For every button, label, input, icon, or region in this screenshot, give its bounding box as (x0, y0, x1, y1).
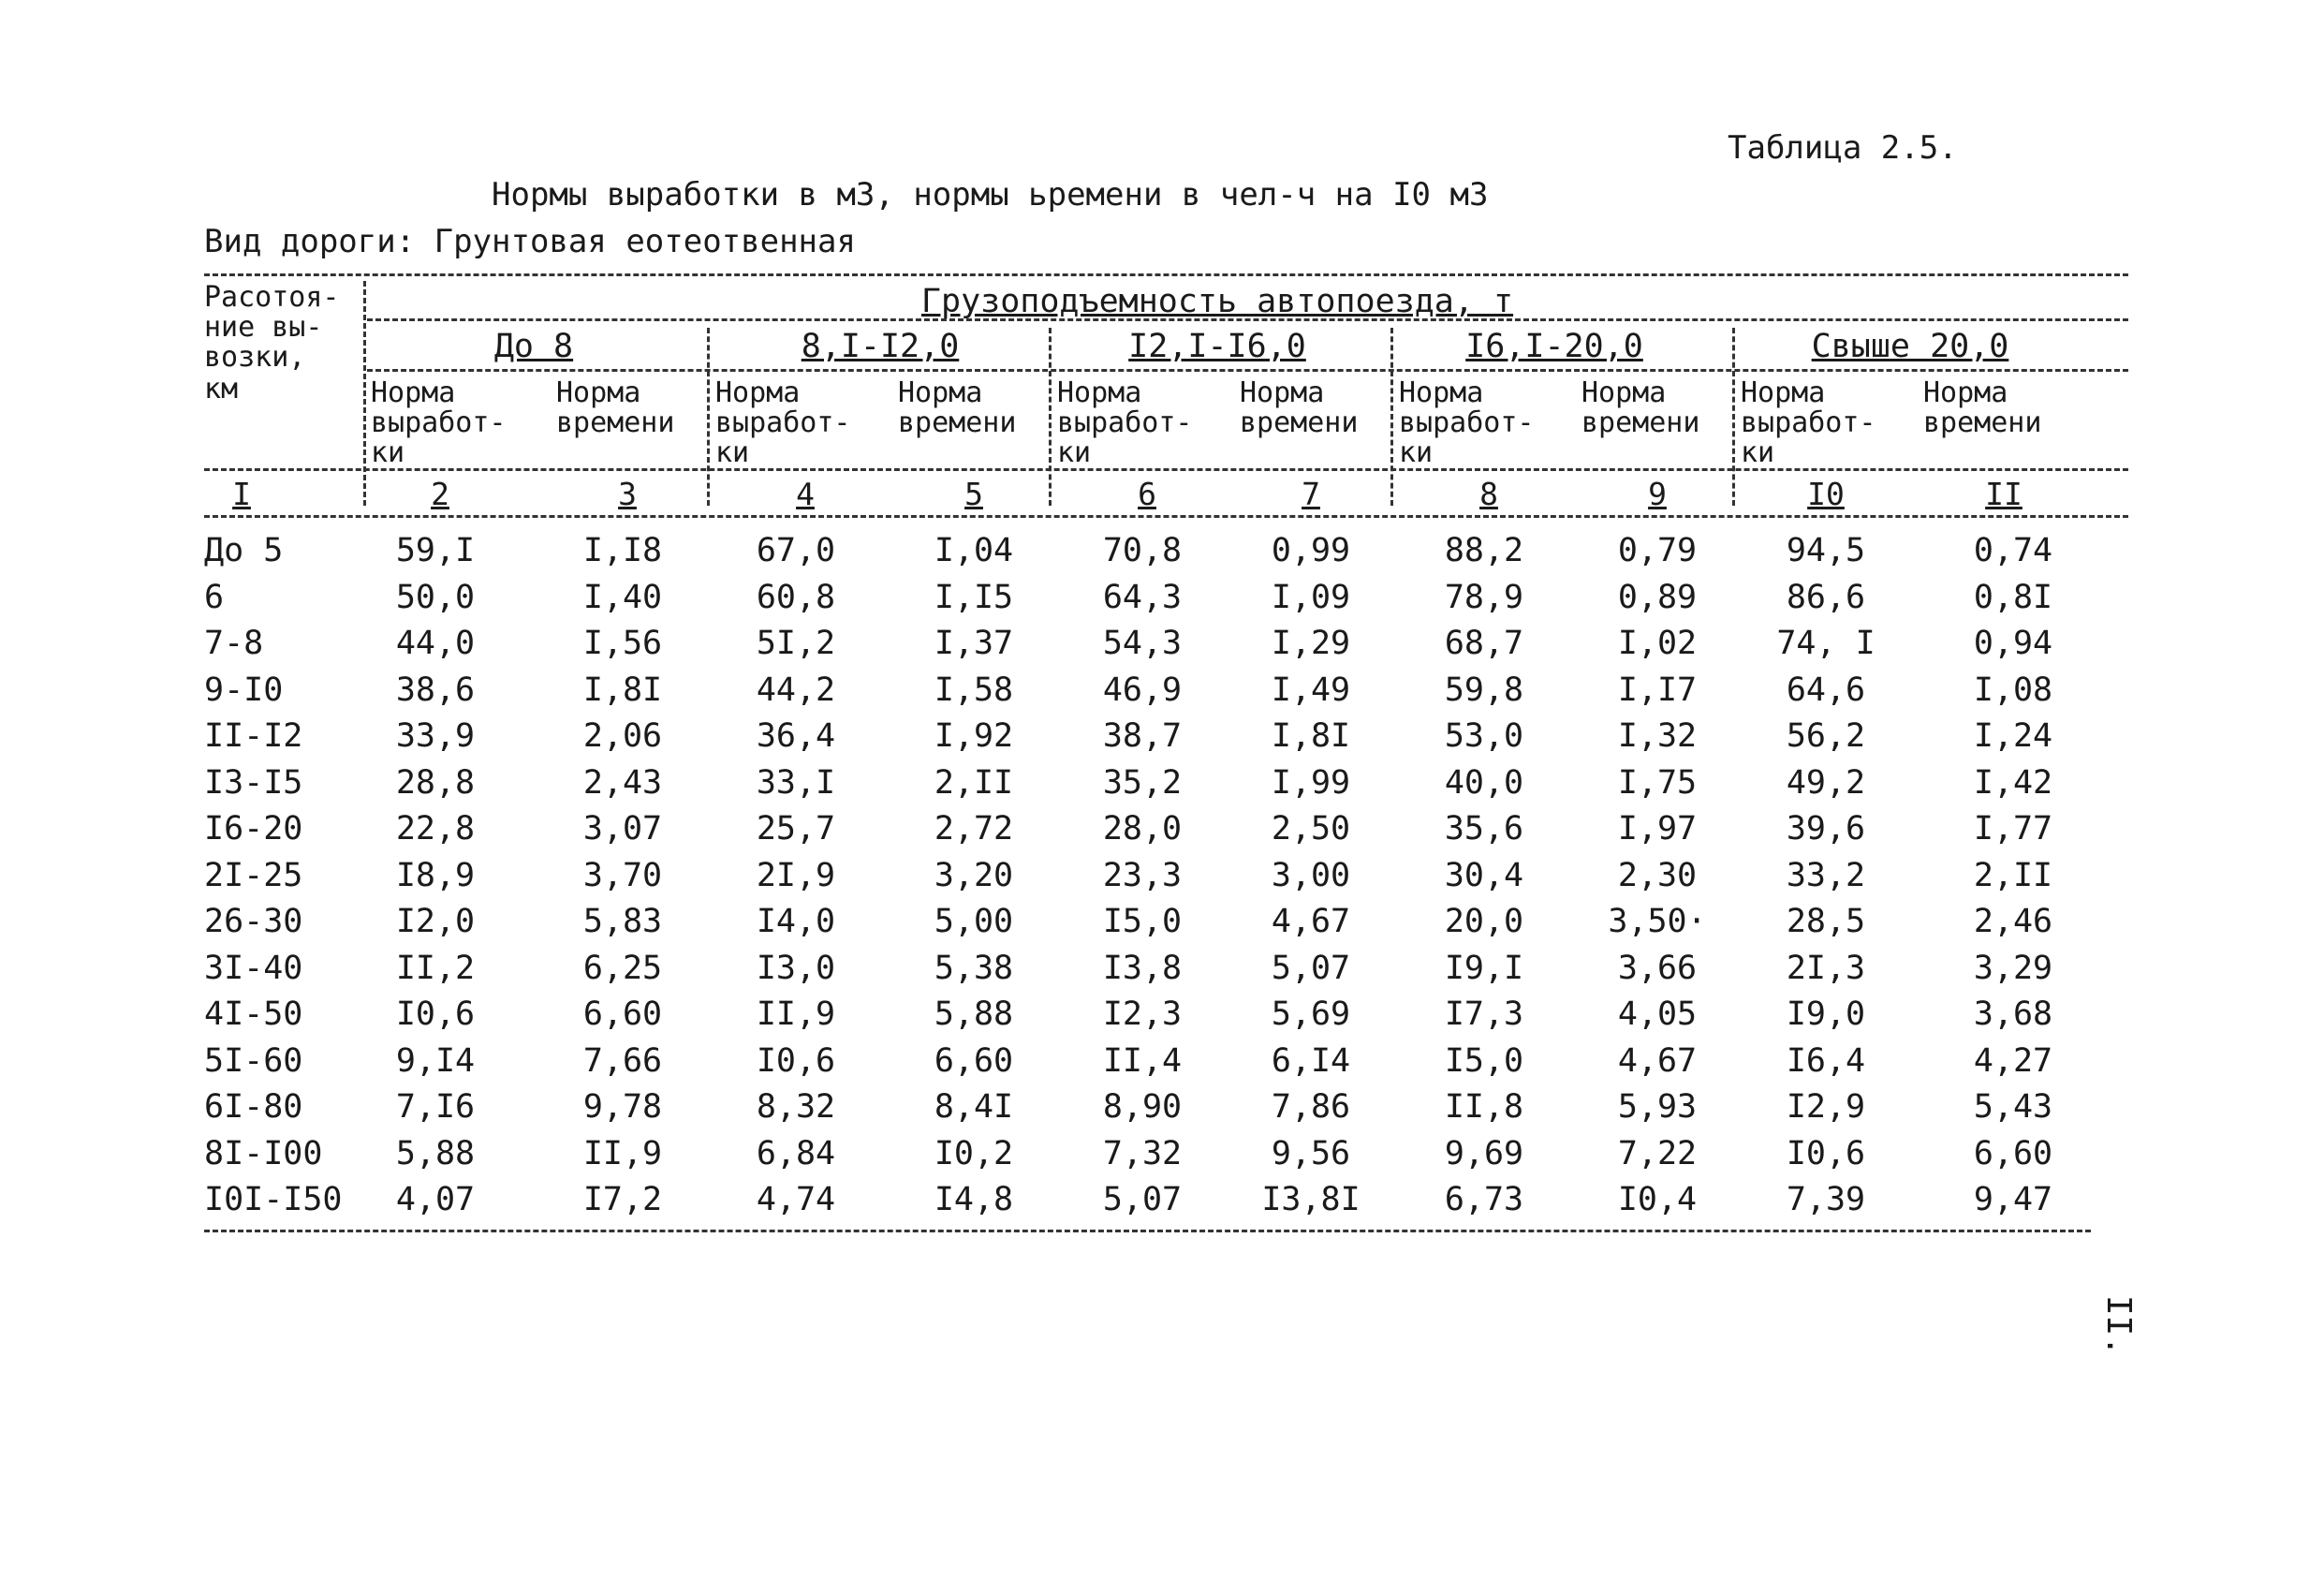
table-cell: I,I8 (582, 532, 663, 569)
row-distance: 26-30 (204, 903, 303, 940)
row-distance: 2I-25 (204, 856, 303, 894)
distance-header-line4: км (204, 373, 239, 405)
table-cell: I,58 (934, 671, 1014, 709)
table-cell: 3,66 (1617, 949, 1698, 987)
norm-output-header: выработ- (371, 406, 507, 439)
table-cell: 22,8 (395, 810, 476, 848)
table-cell: 0,8I (1973, 578, 2053, 616)
table-cell: 9,69 (1444, 1134, 1524, 1172)
groups-rule (367, 369, 2128, 372)
table-cell: 56,2 (1786, 717, 1866, 755)
table-cell: 6,84 (756, 1134, 836, 1172)
table-cell: 39,6 (1786, 810, 1866, 848)
norm-output-header: ки (1057, 436, 1092, 469)
table-cell: I4,8 (934, 1181, 1014, 1218)
distance-header-line2: ние вы- (204, 311, 323, 344)
column-separator (363, 281, 366, 506)
row-distance: 6I-80 (204, 1088, 303, 1126)
table-cell: 49,2 (1786, 763, 1866, 802)
table-cell: 3,07 (582, 810, 663, 848)
column-number: 8 (1479, 476, 1498, 512)
table-cell: I2,0 (395, 903, 476, 940)
table-cell: 3,20 (934, 856, 1014, 894)
row-distance: 4I-50 (204, 995, 303, 1033)
table-cell: 5,88 (934, 995, 1014, 1033)
table-cell: I,I5 (934, 578, 1014, 616)
row-distance: 5I-60 (204, 1041, 303, 1080)
table-cell: 5I,2 (756, 625, 836, 662)
table-cell: 33,I (756, 763, 836, 802)
table-cell: 78,9 (1444, 578, 1524, 616)
table-cell: 74, I (1776, 625, 1875, 662)
table-cell: 5,43 (1973, 1088, 2053, 1126)
table-cell: I9,0 (1786, 995, 1866, 1033)
table-cell: 88,2 (1444, 532, 1524, 569)
table-cell: II,4 (1102, 1041, 1183, 1080)
table-cell: I7,3 (1444, 995, 1524, 1033)
table-cell: 0,89 (1617, 578, 1698, 616)
table-cell: 50,0 (395, 578, 476, 616)
table-cell: II,9 (756, 995, 836, 1033)
table-cell: I5,0 (1102, 903, 1183, 940)
table-cell: 59,I (395, 532, 476, 569)
table-cell: II,9 (582, 1134, 663, 1172)
norm-output-header: Норма (715, 376, 801, 409)
table-cell: 4,27 (1973, 1041, 2053, 1080)
table-cell: I,09 (1271, 578, 1351, 616)
table-cell: 3,00 (1271, 856, 1351, 894)
table-cell: 3,70 (582, 856, 663, 894)
table-cell: 86,6 (1786, 578, 1866, 616)
table-cell: I3,8I (1261, 1181, 1361, 1218)
column-number: 3 (618, 476, 637, 512)
table-cell: 2,II (934, 763, 1014, 802)
row-distance: 8I-I00 (204, 1134, 323, 1172)
table-cell: 0,74 (1973, 532, 2053, 569)
table-cell: 7,86 (1271, 1088, 1351, 1126)
norm-time-header: времени (556, 406, 675, 439)
norm-output-header: ки (715, 436, 750, 469)
table-cell: 33,2 (1786, 856, 1866, 894)
table-cell: 6,73 (1444, 1181, 1524, 1218)
column-number: 2 (431, 476, 449, 512)
table-cell: 7,39 (1786, 1181, 1866, 1218)
column-number: 7 (1302, 476, 1320, 512)
norm-output-header: выработ- (1057, 406, 1193, 439)
table-cell: 7,32 (1102, 1134, 1183, 1172)
table-cell: 53,0 (1444, 717, 1524, 755)
table-cell: I4,0 (756, 903, 836, 940)
table-cell: 7,22 (1617, 1134, 1698, 1172)
group-over-20: Свыше 20,0 (1811, 328, 2009, 365)
table-cell: 28,5 (1786, 903, 1866, 940)
table-cell: 6,25 (582, 949, 663, 987)
table-cell: 5,69 (1271, 995, 1351, 1033)
table-cell: 36,4 (756, 717, 836, 755)
table-cell: 44,2 (756, 671, 836, 709)
table-cell: 5,83 (582, 903, 663, 940)
table-cell: 4,67 (1271, 903, 1351, 940)
table-cell: 8,32 (756, 1088, 836, 1126)
table-cell: 94,5 (1786, 532, 1866, 569)
row-distance: До 5 (204, 532, 284, 569)
norm-time-header: Норма (1923, 376, 2008, 409)
table-cell: 46,9 (1102, 671, 1183, 709)
table-cell: I5,0 (1444, 1041, 1524, 1080)
group-separator (707, 328, 710, 506)
norm-time-header: времени (898, 406, 1017, 439)
column-number: I (232, 476, 251, 512)
page-number: II. (2099, 1294, 2139, 1357)
table-bottom-rule (204, 1230, 2091, 1232)
table-cell: I,97 (1617, 810, 1698, 848)
table-cell: 59,8 (1444, 671, 1524, 709)
table-cell: I0,4 (1617, 1181, 1698, 1218)
capacity-header: Грузоподъемность автопоезда, т (920, 283, 1514, 320)
table-cell: I0,2 (934, 1134, 1014, 1172)
column-number: I0 (1807, 476, 1845, 512)
table-cell: I3,8 (1102, 949, 1183, 987)
table-cell: 0,79 (1617, 532, 1698, 569)
table-cell: I3,0 (756, 949, 836, 987)
norm-time-header: Норма (1240, 376, 1325, 409)
distance-header-line1: Расотоя- (204, 281, 340, 314)
row-distance: I0I-I50 (204, 1181, 343, 1218)
table-cell: I2,9 (1786, 1088, 1866, 1126)
norm-time-header: времени (1240, 406, 1359, 439)
table-cell: 44,0 (395, 625, 476, 662)
table-cell: 40,0 (1444, 763, 1524, 802)
row-distance: 9-I0 (204, 671, 284, 709)
table-cell: I,04 (934, 532, 1014, 569)
road-type: Вид дороги: Грунтовая еотеотвенная (204, 223, 856, 260)
table-top-rule (204, 273, 2128, 276)
table-cell: 28,8 (395, 763, 476, 802)
table-cell: 2,43 (582, 763, 663, 802)
table-cell: I,I7 (1617, 671, 1698, 709)
table-cell: I,99 (1271, 763, 1351, 802)
table-cell: 64,3 (1102, 578, 1183, 616)
table-cell: 3,50· (1608, 903, 1707, 940)
table-cell: I,40 (582, 578, 663, 616)
norm-time-header: времени (1581, 406, 1700, 439)
table-cell: 2,06 (582, 717, 663, 755)
table-cell: I,8I (1271, 717, 1351, 755)
norm-time-header: Норма (556, 376, 641, 409)
table-cell: 5,88 (395, 1134, 476, 1172)
table-cell: I7,2 (582, 1181, 663, 1218)
norm-output-header: ки (1399, 436, 1434, 469)
norm-time-header: времени (1923, 406, 2042, 439)
table-cell: 2,46 (1973, 903, 2053, 940)
table-cell: 0,94 (1973, 625, 2053, 662)
table-cell: 2,II (1973, 856, 2053, 894)
table-cell: I,02 (1617, 625, 1698, 662)
group-16-20: I6,I-20,0 (1465, 328, 1643, 365)
group-12-16: I2,I-I6,0 (1128, 328, 1306, 365)
table-cell: I,32 (1617, 717, 1698, 755)
table-cell: 2,72 (934, 810, 1014, 848)
table-cell: 28,0 (1102, 810, 1183, 848)
table-cell: 67,0 (756, 532, 836, 569)
table-cell: 5,07 (1271, 949, 1351, 987)
table-cell: 3,29 (1973, 949, 2053, 987)
distance-header-line3: возки, (204, 341, 306, 374)
table-cell: I,37 (934, 625, 1014, 662)
table-cell: 2I,3 (1786, 949, 1866, 987)
group-separator (1732, 328, 1735, 506)
table-cell: I9,I (1444, 949, 1524, 987)
table-cell: 6,60 (934, 1041, 1014, 1080)
table-cell: 4,07 (395, 1181, 476, 1218)
norm-time-header: Норма (898, 376, 983, 409)
table-cell: I,77 (1973, 810, 2053, 848)
column-number: II (1985, 476, 2022, 512)
column-number: 6 (1138, 476, 1156, 512)
table-cell: 9,56 (1271, 1134, 1351, 1172)
norm-output-header: Норма (1399, 376, 1484, 409)
table-cell: I0,6 (756, 1041, 836, 1080)
table-cell: 25,7 (756, 810, 836, 848)
table-cell: 2I,9 (756, 856, 836, 894)
table-cell: 9,78 (582, 1088, 663, 1126)
table-cell: 38,7 (1102, 717, 1183, 755)
norm-output-header: выработ- (1741, 406, 1876, 439)
column-number: 5 (964, 476, 983, 512)
table-cell: I,42 (1973, 763, 2053, 802)
table-cell: II,2 (395, 949, 476, 987)
norm-output-header: выработ- (1399, 406, 1535, 439)
table-cell: 33,9 (395, 717, 476, 755)
table-cell: 20,0 (1444, 903, 1524, 940)
table-cell: 5,93 (1617, 1088, 1698, 1126)
norm-output-header: Норма (371, 376, 456, 409)
table-cell: 8,90 (1102, 1088, 1183, 1126)
row-distance: II-I2 (204, 717, 303, 755)
table-cell: 3,68 (1973, 995, 2053, 1033)
subheader-rule (204, 468, 2128, 471)
table-cell: I,49 (1271, 671, 1351, 709)
table-cell: 38,6 (395, 671, 476, 709)
group-separator (1390, 328, 1393, 506)
table-cell: 4,67 (1617, 1041, 1698, 1080)
table-cell: II,8 (1444, 1088, 1524, 1126)
table-cell: 6,60 (582, 995, 663, 1033)
table-cell: I,24 (1973, 717, 2053, 755)
table-cell: I,92 (934, 717, 1014, 755)
group-8-12: 8,I-I2,0 (801, 328, 960, 365)
table-cell: I,75 (1617, 763, 1698, 802)
row-distance: 7-8 (204, 625, 264, 662)
table-cell: 35,6 (1444, 810, 1524, 848)
table-cell: 35,2 (1102, 763, 1183, 802)
column-number: 9 (1648, 476, 1667, 512)
table-cell: 5,38 (934, 949, 1014, 987)
table-cell: 64,6 (1786, 671, 1866, 709)
table-cell: 4,05 (1617, 995, 1698, 1033)
group-do-8: До 8 (493, 328, 574, 365)
table-cell: 6,60 (1973, 1134, 2053, 1172)
table-cell: 5,07 (1102, 1181, 1183, 1218)
table-cell: 6,I4 (1271, 1041, 1351, 1080)
table-cell: I,56 (582, 625, 663, 662)
row-distance: 6 (204, 578, 225, 616)
table-cell: I8,9 (395, 856, 476, 894)
table-cell: I,29 (1271, 625, 1351, 662)
table-title: Нормы выработки в м3, нормы ьремени в чел-ч на I0 м3 (492, 176, 1489, 214)
table-cell: 7,66 (582, 1041, 663, 1080)
table-cell: I2,3 (1102, 995, 1183, 1033)
table-cell: 54,3 (1102, 625, 1183, 662)
table-cell: 8,4I (934, 1088, 1014, 1126)
table-cell: I6,4 (1786, 1041, 1866, 1080)
table-cell: 60,8 (756, 578, 836, 616)
norm-output-header: Норма (1057, 376, 1142, 409)
row-distance: I6-20 (204, 810, 303, 848)
table-cell: 23,3 (1102, 856, 1183, 894)
table-label: Таблица 2.5. (1728, 129, 1958, 167)
column-numbers-rule (204, 515, 2128, 518)
row-distance: I3-I5 (204, 763, 303, 802)
table-cell: 2,50 (1271, 810, 1351, 848)
table-cell: 9,47 (1973, 1181, 2053, 1218)
table-cell: 68,7 (1444, 625, 1524, 662)
norm-output-header: Норма (1741, 376, 1826, 409)
table-cell: 70,8 (1102, 532, 1183, 569)
group-separator (1049, 328, 1052, 506)
capacity-rule (367, 318, 2128, 321)
table-cell: I,08 (1973, 671, 2053, 709)
norm-time-header: Норма (1581, 376, 1667, 409)
table-cell: 0,99 (1271, 532, 1351, 569)
table-cell: 5,00 (934, 903, 1014, 940)
table-cell: 2,30 (1617, 856, 1698, 894)
norm-output-header: выработ- (715, 406, 851, 439)
table-cell: I0,6 (395, 995, 476, 1033)
table-cell: I,8I (582, 671, 663, 709)
table-cell: 7,I6 (395, 1088, 476, 1126)
norm-output-header: ки (371, 436, 405, 469)
table-cell: 30,4 (1444, 856, 1524, 894)
row-distance: 3I-40 (204, 949, 303, 987)
norm-output-header: ки (1741, 436, 1775, 469)
table-cell: 9,I4 (395, 1041, 476, 1080)
table-cell: I0,6 (1786, 1134, 1866, 1172)
table-cell: 4,74 (756, 1181, 836, 1218)
column-number: 4 (796, 476, 815, 512)
